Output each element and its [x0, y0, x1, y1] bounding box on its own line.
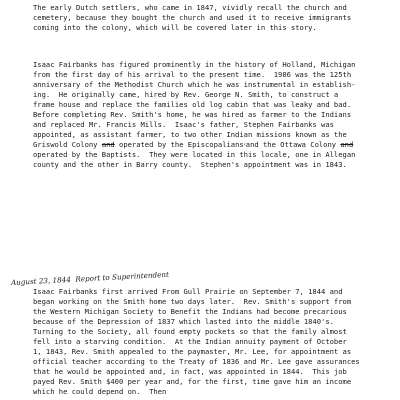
- text-line: the Western Michigan Society to Benefit the Indians had become precarious: [33, 307, 347, 316]
- text-line: official teacher according to the Treaty of 1836 and Mr. Lee gave assurances: [33, 357, 360, 366]
- handwritten-annotation: August 23, 1844 Report to Superintendent: [10, 269, 170, 287]
- text-line: payed Rev. Smith $400 per year and, for the first, time gave him an income: [33, 377, 352, 386]
- text-line: Before completing Rev. Smith's home, he was hired as farmer to the Indians: [33, 110, 352, 119]
- text-line: that he would be appointed and, in fact, was appointed in 1844. This job: [33, 367, 347, 376]
- text-line: and replaced Mr. Francis Mills. Isaac's father, Stephen Fairbanks was: [33, 120, 334, 129]
- text-line: ing. He originally came, hired by Rev. George N. Smith, to construct a: [33, 90, 339, 99]
- text-line: Isaac Fairbanks has figured prominently in the history of Holland, Michigan: [33, 60, 356, 69]
- text-line: because of the Depression of 1837 which lasted into the middle 1840's.: [33, 317, 334, 326]
- text-line: operated by the Baptists. They were located in this locale, one in Allegan: [33, 150, 356, 159]
- text-line: cemetery, because they bought the church and used it to receive immigrants: [33, 13, 352, 22]
- text-line: anniversary of the Methodist Church which he was instrumental in establish-: [33, 80, 356, 89]
- griswold-text: Griswold Colony: [33, 140, 98, 149]
- text-line: began working on the Smith home two days later. Rev. Smith's support from: [33, 297, 352, 306]
- text-line: appointed, as assistant farmer, to two other Indian missions known as the: [33, 130, 347, 139]
- text-line: Turning to the Society, all found empty pockets so that the family almost: [33, 327, 347, 336]
- text-line: from the first day of his arrival to the present time. 1986 was the 125th: [33, 70, 352, 79]
- struck-word-2: and: [340, 140, 354, 149]
- text-line: fell into a starving condition. At the Indian annuity payment of October: [33, 337, 347, 346]
- text-line: Isaac Fairbanks first arrived From Gull Prairie on September 7, 1844 and: [33, 287, 343, 296]
- text-line: frame house and replace the families old log cabin that was leaky and bad.: [33, 100, 352, 109]
- caret-mark: ,: [243, 138, 246, 146]
- text-line: coming into the colony, which will be covered later in this story.: [33, 23, 317, 32]
- ottawa-text: and the Ottawa Colony: [245, 140, 337, 149]
- text-line: The early Dutch settlers, who came in 1847, vividly recall the church and: [33, 3, 347, 12]
- struck-word: and: [101, 140, 115, 149]
- text-line: 1, 1843, Rev. Smith appealed to the paymaster, Mr. Lee, for appointment as: [33, 347, 352, 356]
- episcopalians-text: operated by the Episcopalians: [114, 140, 244, 149]
- text-line: which he could depend on. Then: [33, 387, 167, 396]
- text-line-griswold: [33, 140, 353, 150]
- text-line: county and the other in Barry county. Stephen's appointment was in 1843.: [33, 160, 347, 169]
